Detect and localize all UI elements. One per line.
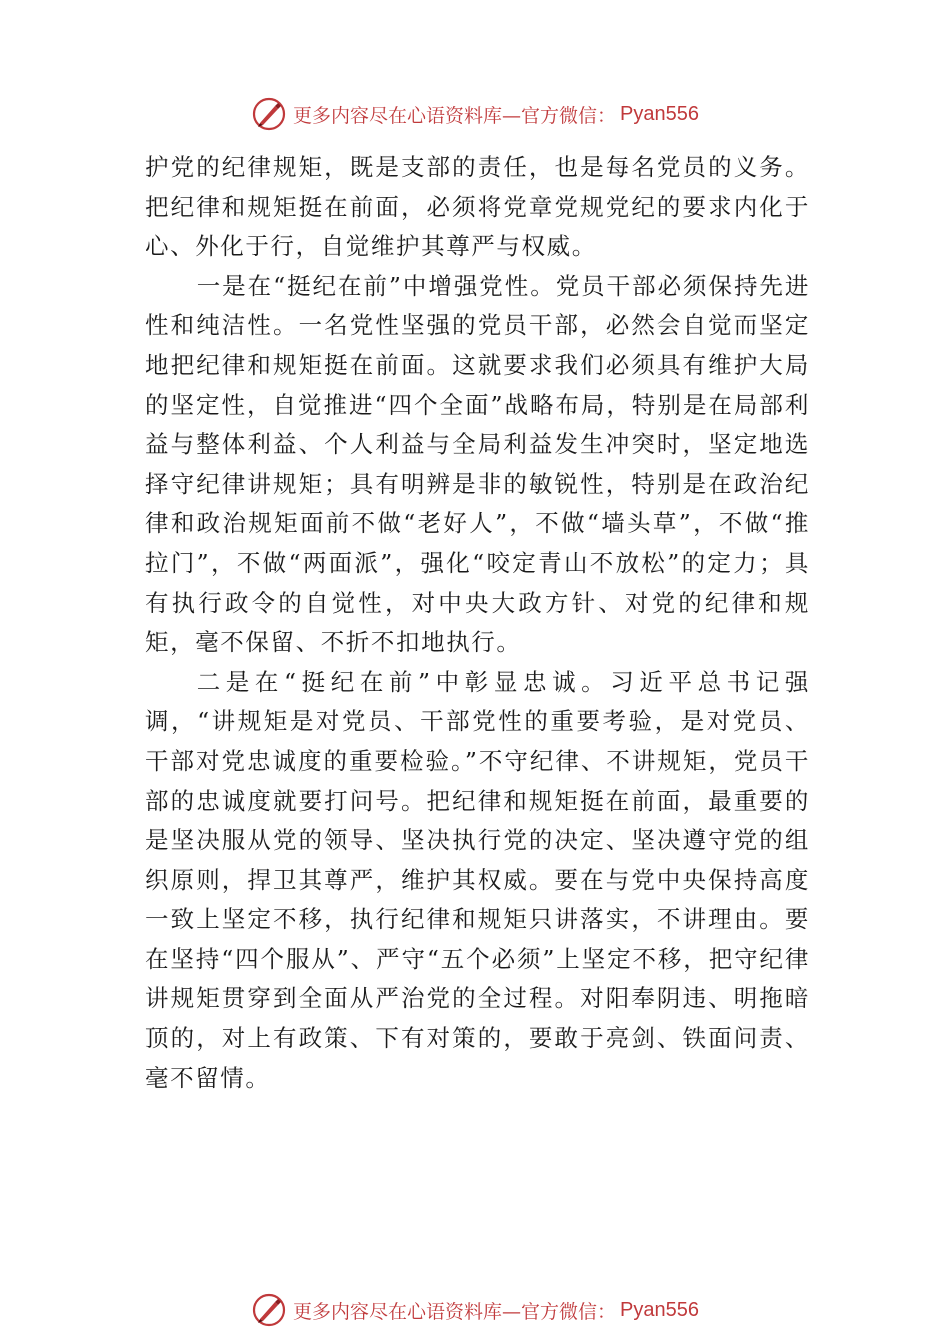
document-body xyxy=(145,148,810,1098)
paragraph-intro: 护党的纪律规矩，既是支部的责任，也是每名党员的义务。 把纪律和规矩挺在前面，必须将党章党规党纪的要求内化于心、外化于行，自觉维护其尊严与权威。 xyxy=(145,153,810,261)
header-handle: Pyan556 xyxy=(620,102,699,125)
footer-handle: Pyan556 xyxy=(620,1298,699,1321)
header-banner xyxy=(0,94,950,134)
paragraph-point-two: 二是在“挺纪在前”中彰显忠诚。习近平总书记强调，“讲规矩是对党员、干部党性的重要考验，是对党员、干部对党忠诚度的重要检验。”不守纪律、不讲规矩，党员干部的忠诚度就要打问号。把纪律和规矩挺在前面，最重要的是坚决服从党的领导、坚决执行党的决定、坚决遵守党的组织原则，捍卫其尊严，维护其权威。要在与党中央保持高度一致上坚定不移，执行纪律和规矩只讲落实，不讲理由。要在坚持“四个服从”、严守“五个必须”上坚定不移，把守纪律讲规矩贯穿到全面从严治党的全过程。对阳奉阴违、明拖暗顶的，对上有政策、下有对策的，要敢于亮剑、铁面问责、毫不留情。 xyxy=(145,667,810,1092)
header-site-text: 更多内容尽在心语资料库—官方微信： xyxy=(293,104,617,127)
paragraph-point-one: 一是在“挺纪在前”中增强党性。党员干部必须保持先进性和纯洁性。一名党性坚强的党员干部，必然会自觉而坚定地把纪律和规矩挺在前面。这就要求我们必须具有维护大局的坚定性，自觉推进“四个全面”战略布局，特别是在局部利益与整体利益、个人利益与全局利益发生冲突时，坚定地选择守纪律讲规矩；具有明辨是非的敏锐性，特别是在政治纪律和政治规矩面前不做“老好人”，不做“墙头草”，不做“推拉门”，不做“两面派”，强化“咬定青山不放松”的定力；具有执行政令的自觉性，对中央大政方针、对党的纪律和规矩，毫不保留、不折不扣地执行。 xyxy=(145,271,810,657)
footer-banner xyxy=(0,1290,950,1330)
pen-seal-logo-icon xyxy=(251,1292,287,1328)
footer-site-text: 更多内容尽在心语资料库—官方微信： xyxy=(293,1300,617,1323)
pen-seal-logo-icon xyxy=(251,96,287,132)
